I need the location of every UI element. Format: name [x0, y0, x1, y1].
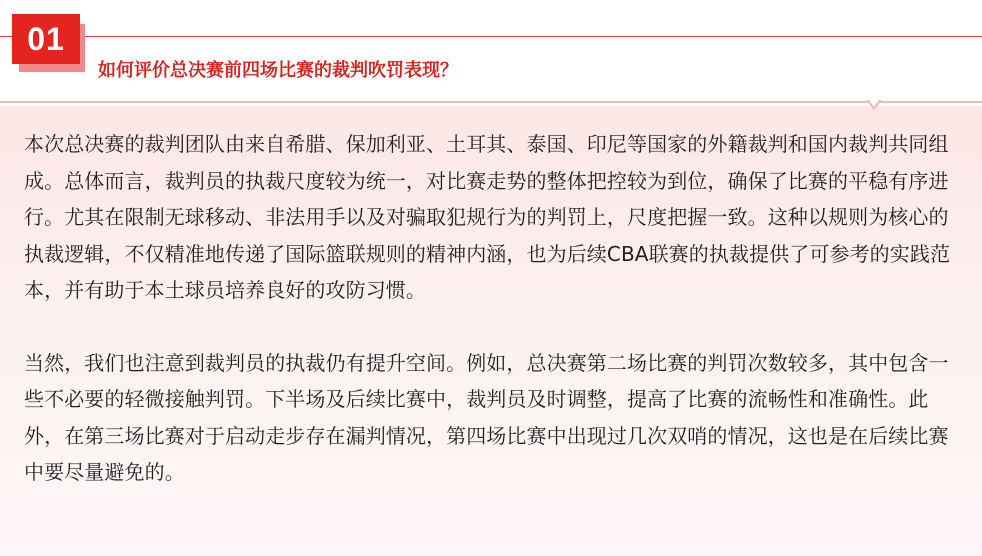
- answer-paragraph-2: 当然，我们也注意到裁判员的执裁仍有提升空间。例如，总决赛第二场比赛的判罚次数较多，其中包含一些不必要的轻微接触判罚。下半场及后续比赛中，裁判员及时调整，提高了比赛的流畅性和准确性。此外，在第三场比赛对于启动走步存在漏判情况，第四场比赛中出现过几次双哨的情况，这也是在后续比赛中要尽量避免的。: [24, 350, 949, 484]
- question-title: 如何评价总决赛前四场比赛的裁判吹罚表现？: [98, 60, 458, 81]
- header-divider: [0, 101, 982, 103]
- divider-notch-inner: [869, 100, 879, 107]
- top-divider: [0, 36, 982, 37]
- answer-paragraph-1: 本次总决赛的裁判团队由来自希腊、保加利亚、土耳其、泰国、印尼等国家的外籍裁判和国内裁判共同组成。总体而言，裁判员的执裁尺度较为统一，对比赛走势的整体把控较为到位，确保了比赛的平稳有序进行。尤其在限制无球移动、非法用手以及对骗取犯规行为的判罚上，尺度把握一致。这种以规则为核心的执裁逻辑，不仅精准地传递了国际篮联规则的精神内涵，也为后续CBA联赛的执裁提供了可参考的实践范本，并有助于本土球员培养良好的攻防习惯。: [24, 132, 951, 302]
- answer-body: [24, 126, 962, 491]
- section-number-badge: [12, 14, 86, 72]
- section-number: 01: [12, 14, 80, 64]
